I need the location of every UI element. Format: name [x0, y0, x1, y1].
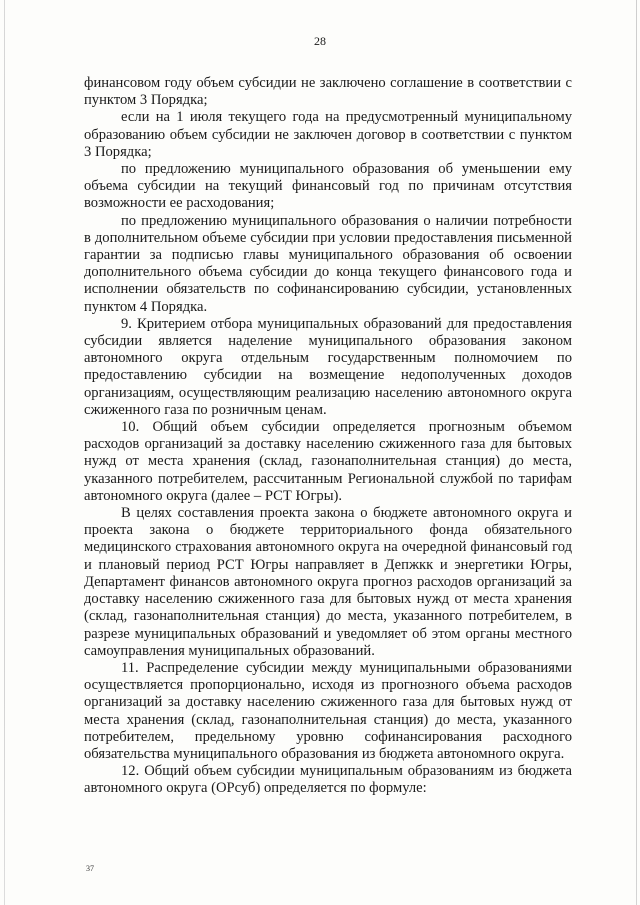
paragraph-item-10: 10. Общий объем субсидии определяется прогнозным объемом расходов организаций за доставку населению сжиженного газа для бытовых нужд от места хранения (склад, газонаполнительная станция) до места, указанного потребителем, рассчитанным Региональной службой по тарифам автономного округа (далее – РСТ Югры). [84, 419, 572, 504]
page-number: 28 [314, 34, 326, 48]
paragraph: по предложению муниципального образования об уменьшении ему объема субсидии на текущий финансовый год по причинам отсутствия возможности ее расходования; [84, 161, 572, 212]
paragraph: В целях составления проекта закона о бюджете автономного округа и проекта закона о бюджете территориального фонда обязательного медицинского страхования автономного округа на очередной финансовый год и плановый период РСТ Югры направляет в Депжкк и энергетики Югры, Департамент финансов автономного округа прогноз расходов организаций за доставку населению сжиженного газа для бытовых нужд от места хранения (склад, газонаполнительная станция) до места, указанного потребителем, в разрезе муниципальных образований и уведомляет об этом органы местного самоуправления муниципальных образований. [84, 505, 572, 659]
paragraph: если на 1 июля текущего года на предусмотренный муниципальному образованию объем субсидии не заключен договор в соответствии с пунктом 3 Порядка; [84, 109, 572, 160]
page-edge-right [636, 0, 637, 905]
paragraph-continuation: финансовом году объем субсидии не заключено соглашение в соответствии с пунктом 3 Порядка; [84, 75, 572, 109]
document-body [84, 75, 572, 798]
paragraph-item-11: 11. Распределение субсидии между муниципальными образованиями осуществляется пропорционально, исходя из прогнозного объема расходов организаций за доставку населению сжиженного газа для бытовых нужд от места хранения (склад, газонаполнительная станция) до места, указанного потребителем, предельному уровню софинансирования расходного обязательства муниципального образования из бюджета автономного округа. [84, 659, 572, 762]
footer-mark: 37 [86, 864, 94, 873]
paragraph-item-12: 12. Общий объем субсидии муниципальным образованиям из бюджета автономного округа (ОРсуб) определяется по формуле: [84, 763, 572, 797]
paragraph-item-9: 9. Критерием отбора муниципальных образований для предоставления субсидии является наделение муниципального образования законом автономного округа отдельным государственным полномочием по предоставлению субсидии на возмещение недополученных доходов организациям, осуществляющим реализацию населению автономного округа сжиженного газа по розничным ценам. [84, 315, 572, 418]
page-edge-left [4, 0, 5, 905]
paragraph: по предложению муниципального образования о наличии потребности в дополнительном объеме субсидии при условии предоставления письменной гарантии за подписью главы муниципального образования об освоении дополнительного объема субсидии до конца текущего финансового года и исполнении обязательств по софинансированию субсидии, установленных пунктом 4 Порядка. [84, 212, 572, 315]
